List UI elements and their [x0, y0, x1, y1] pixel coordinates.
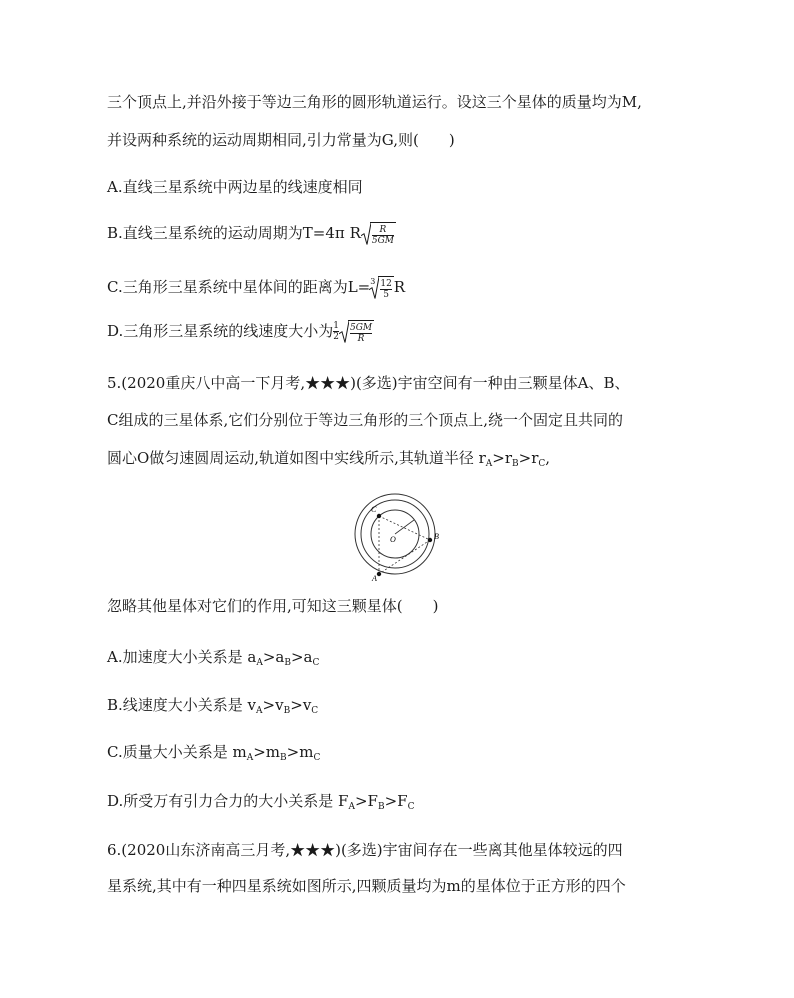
q5-line-2: C组成的三星体系,它们分别位于等边三角形的三个顶点上,绕一个固定且共同的: [107, 411, 624, 429]
q4-b-pi: π: [334, 223, 345, 242]
label-o: O: [390, 535, 396, 544]
q5-a-sub-1: A: [256, 658, 263, 668]
q5-d-text: D.所受万有引力合力的大小关系是 F: [107, 792, 349, 810]
q5-option-d: [107, 791, 414, 817]
triangle-side-cb: [379, 516, 430, 540]
q4-c-sqrt: [369, 276, 393, 300]
q4-option-d: [107, 320, 374, 344]
q4-d-sqrt: [339, 320, 374, 344]
q6-line-1: 6.(2020山东济南高三月考,★★★)(多选)宇宙间存在一些离其他星体较远的四: [107, 841, 623, 859]
radius-line: [395, 520, 414, 534]
q5-d-sub-2: B: [377, 802, 385, 812]
q5-b-gt-1: >: [262, 696, 276, 714]
q5-d-gt-1: >: [354, 792, 368, 810]
q4-option-c: [107, 272, 405, 300]
q5-a-sym-2: a: [275, 648, 285, 666]
q5-option-a: [107, 647, 319, 673]
star-a: [377, 572, 381, 576]
intro-line-1: 三个顶点上,并沿外接于等边三角形的圆形轨道运行。设这三个星体的质量均为M,: [107, 93, 642, 111]
q4-c-root-index: 3: [370, 277, 376, 286]
label-b: B: [434, 532, 439, 541]
q4-b-sqrt: [361, 222, 396, 246]
q4-b-r: R: [349, 223, 361, 242]
q4-d-text: D.三角形三星系统的线速度大小为: [107, 321, 334, 340]
q4-c-num: 12: [380, 278, 392, 289]
q5-d-sub-3: C: [407, 802, 415, 812]
q5-a-sub-2: B: [284, 658, 291, 668]
q5-b-sub-2: B: [283, 706, 291, 716]
r-c: r: [531, 449, 539, 467]
q4-b-den: 5GM: [371, 235, 394, 246]
q5-line-3: [107, 448, 550, 474]
q5-b-sub-3: C: [311, 706, 319, 716]
q5-a-sub-3: C: [312, 658, 320, 668]
q4-c-text: C.三角形三星系统中星体间的距离为L=: [107, 278, 371, 296]
q5-a-text: A.加速度大小关系是 a: [107, 648, 257, 666]
sub-c: C: [538, 459, 546, 469]
q5-line-3-text: 圆心O做匀速圆周运动,轨道如图中实线所示,其轨道半径 r: [107, 449, 486, 467]
q5-d-sub-1: A: [348, 802, 355, 812]
q5-b-sym-3: v: [302, 696, 312, 714]
intro-line-2: 并设两种系统的运动周期相同,引力常量为G,则( ): [107, 131, 455, 149]
q4-b-text: B.直线三星系统的运动周期为T=4: [107, 223, 335, 242]
q4-option-b: [107, 222, 396, 246]
q5-after-figure: 忽略其他星体对它们的作用,可知这三颗星体( ): [107, 597, 439, 615]
q4-d-half-den: 2: [333, 332, 339, 343]
gt-2: >: [518, 449, 532, 467]
q5-c-gt-2: >: [286, 743, 300, 761]
star-c: [377, 514, 381, 518]
q4-d-num: 5GM: [350, 322, 373, 333]
q5-c-gt-1: >: [253, 743, 266, 761]
q4-c-r: R: [393, 278, 406, 296]
q5-b-sym-2: v: [275, 696, 284, 714]
q5-a-gt-2: >: [290, 648, 304, 666]
q4-c-den: 5: [380, 289, 391, 300]
q4-d-den: R: [350, 333, 372, 344]
q5-c-sym-3: m: [299, 743, 314, 761]
label-a: A: [372, 574, 377, 582]
label-c: C: [371, 505, 377, 514]
q5-c-sub-2: B: [280, 753, 287, 763]
q5-d-gt-2: >: [384, 792, 398, 810]
q5-a-sym-3: a: [303, 648, 313, 666]
q4-b-num: R: [379, 224, 387, 235]
star-b: [428, 538, 432, 542]
q5-d-sym-2: F: [367, 792, 378, 810]
comma: ,: [545, 449, 551, 467]
q4-d-half-num: 1: [333, 321, 339, 332]
q5-option-c: [107, 742, 320, 768]
q5-c-sub-3: C: [313, 753, 321, 763]
q5-b-gt-2: >: [290, 696, 303, 714]
q6-line-2: 星系统,其中有一种四星系统如图所示,四颗质量均为m的星体位于正方形的四个: [107, 877, 626, 895]
gt-1: >: [492, 449, 505, 467]
q5-c-text: C.质量大小关系是 m: [107, 743, 247, 761]
q5-option-b: [107, 695, 318, 721]
r-b: r: [504, 449, 513, 467]
q5-d-sym-3: F: [397, 792, 408, 810]
q5-b-text: B.线速度大小关系是 v: [107, 696, 257, 714]
q4-option-a: A.直线三星系统中两边星的线速度相同: [107, 178, 363, 196]
q5-b-sub-1: A: [256, 706, 263, 716]
q5-a-gt-1: >: [262, 648, 276, 666]
q5-c-sym-2: m: [265, 743, 281, 761]
q5-c-sub-1: A: [246, 753, 254, 763]
sub-a: A: [485, 459, 493, 469]
q5-line-1: 5.(2020重庆八中高一下月考,★★★)(多选)宇宙空间有一种由三颗星体A、B、: [107, 374, 630, 392]
three-star-orbit-figure: [350, 492, 442, 582]
sub-b: B: [512, 459, 519, 469]
